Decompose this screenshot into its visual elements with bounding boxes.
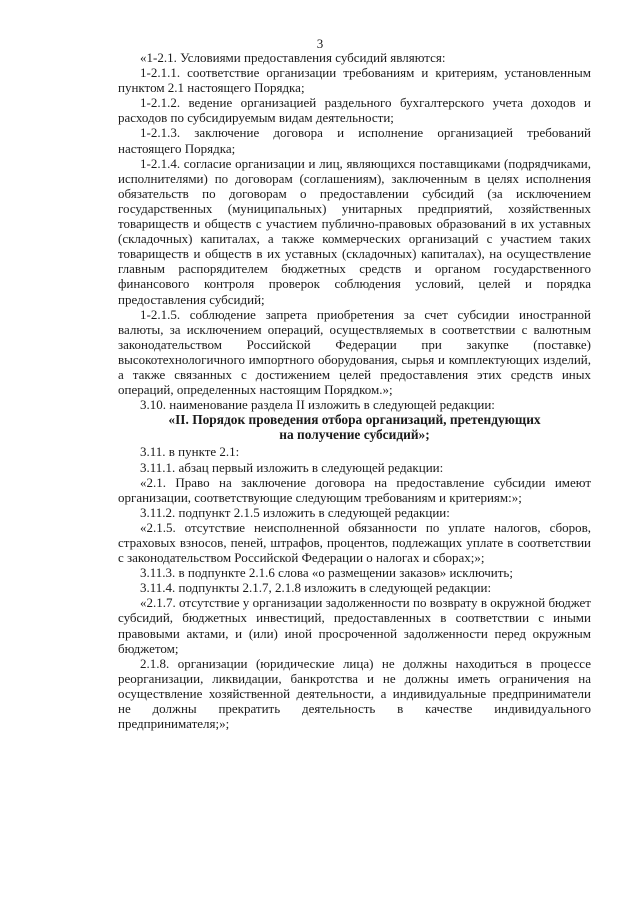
paragraph-3-11-4: 3.11.4. подпункты 2.1.7, 2.1.8 изложить в следующей редакции: [140,580,492,596]
section-heading-line-2: на получение субсидий»; [279,427,430,443]
paragraph-1-2-1-2: 1-2.1.2. ведение организацией раздельного бухгалтерского учета доходов и расходов по субсидируемым видам деятельности; [118,95,591,126]
section-heading [118,412,591,442]
paragraph-1-2-1-3: 1-2.1.3. заключение договора и исполнение организацией требований настоящего Порядка; [118,125,591,156]
page-number: 3 [316,36,324,51]
paragraph-1-2-1-5: 1-2.1.5. соблюдение запрета приобретения за счет субсидии иностранной валюты, за исключением операций, осуществляемых в соответствии с валютным законодательством Российской Федерации при закупке (поставке) высокотехнологичного импортного оборудования, сырья и комплектующих изделий, а также связанных с достижением целей предоставления этих средств иных операций, определенных настоящим Порядком.»; [118,306,591,398]
paragraph-3-11-2: 3.11.2. подпункт 2.1.5 изложить в следующей редакции: [140,504,450,520]
paragraph-3-11-3: 3.11.3. в подпункте 2.1.6 слова «о размещении заказов» исключить; [140,565,513,581]
paragraph-1-2-1-1: 1-2.1.1. соответствие организации требованиям и критериям, установленным пунктом 2.1 настоящего Порядка; [118,65,591,96]
paragraph-2-1-7-quote: «2.1.7. отсутствие у организации задолженности по возврату в окружной бюджет субсидий, бюджетных инвестиций, предоставленных в соответствии с иными правовыми актами, и (или) иной просроченной задолженности перед окружным бюджетом; [118,595,591,656]
paragraph-3-10: 3.10. наименование раздела II изложить в следующей редакции: [140,397,495,413]
paragraph-1-2-1-4: 1-2.1.4. согласие организации и лиц, являющихся поставщиками (подрядчиками, исполнителями) по договорам (соглашениям), заключенным в целях исполнения обязательств по договорам о предоставлении субсидий (за исключением государственных (муниципальных) унитарных предприятий, хозяйственных товариществ и обществ с участием публично-правовых образований в их уставных (складочных) капиталах, а также коммерческих организаций с участием таких товариществ и обществ в их уставных (складочных) капиталах), на осуществление главным распорядителем бюджетных средств и органом государственного финансового контроля проверок соблюдения условий, целей и порядка предоставления субсидий; [118,155,591,307]
paragraph-2-1-8-quote: 2.1.8. организации (юридические лица) не должны находиться в процессе реорганизации, ликвидации, банкротства и не должны иметь ограничения на осуществление хозяйственной деятельности, а индивидуальные предприниматели не должны прекратить деятельность в качестве индивидуального предпринимателя;»; [118,655,591,732]
section-heading-line-1: «II. Порядок проведения отбора организаций, претендующих [168,412,541,428]
paragraph-2-1-quote: «2.1. Право на заключение договора на предоставление субсидии имеют организации, соответствующие следующим требованиям и критериям:»; [118,474,591,505]
paragraph-2-1-5-quote: «2.1.5. отсутствие неисполненной обязанности по уплате налогов, сборов, страховых взносов, пеней, штрафов, процентов, подлежащих уплате в соответствии с законодательством Российской Федерации о налогах и сборах;»; [118,519,591,566]
paragraph-3-11: 3.11. в пункте 2.1: [140,444,240,460]
paragraph-3-11-1: 3.11.1. абзац первый изложить в следующей редакции: [140,459,444,475]
document-body [118,50,591,731]
paragraph-1-2-1: «1-2.1. Условиями предоставления субсидий являются: [140,50,446,65]
